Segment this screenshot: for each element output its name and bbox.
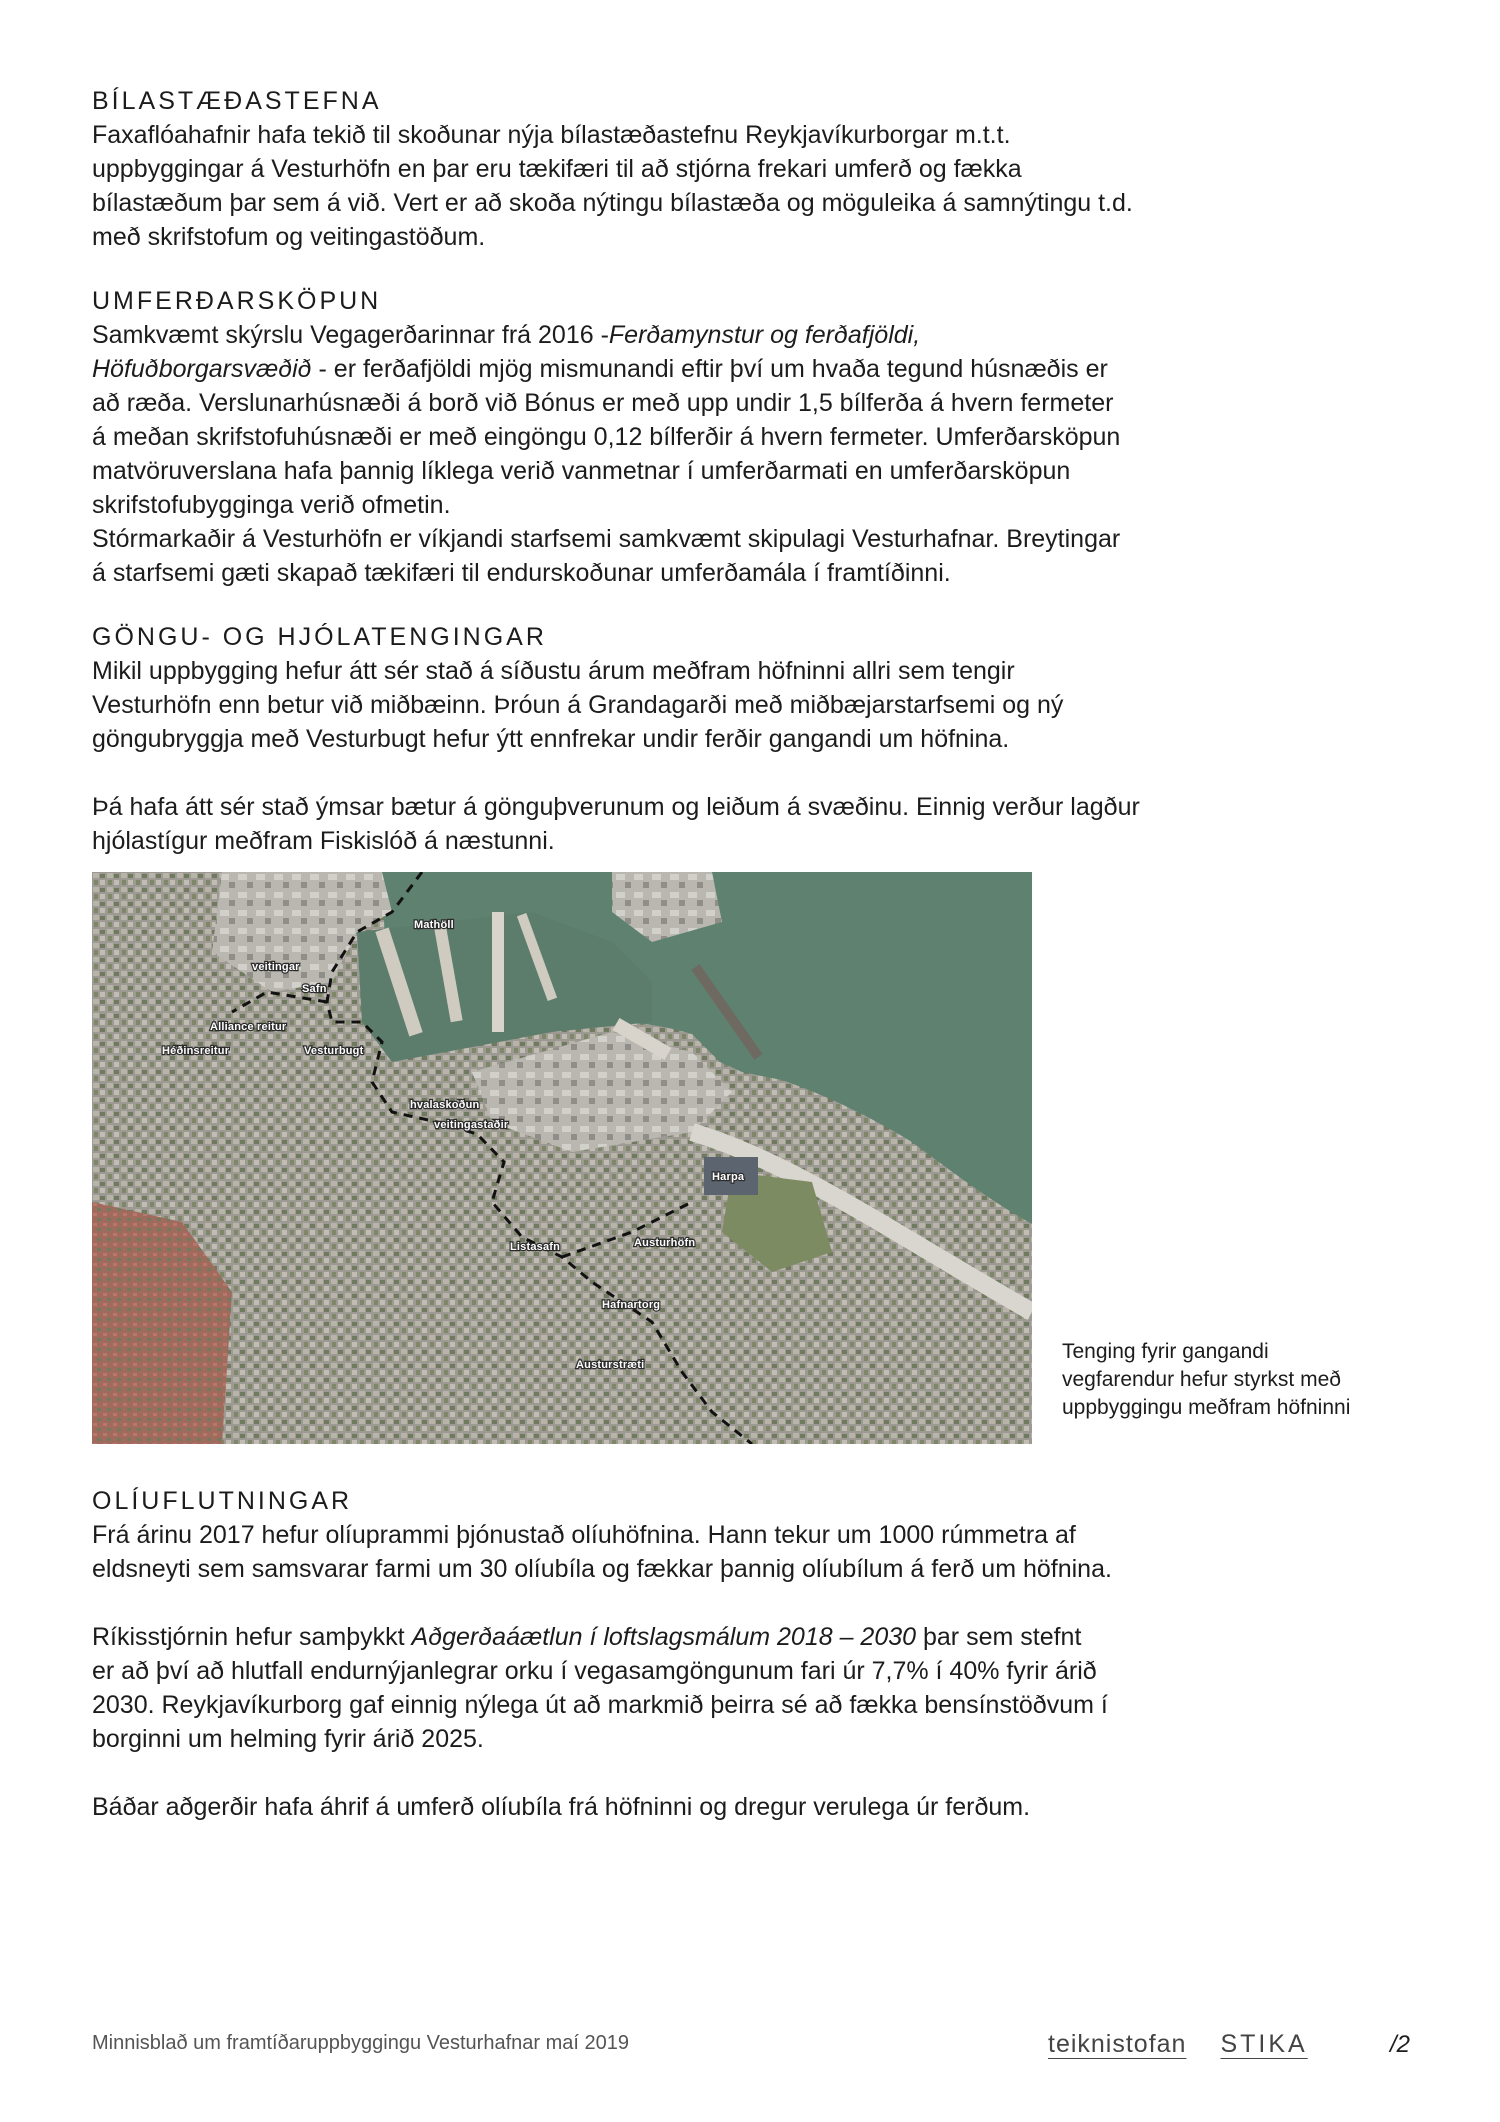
traffic-line-1-prefix: Samkvæmt skýrslu Vegagerðarinnar frá 2016 - xyxy=(92,321,609,349)
map-label-veitingastadir: veitingastaðir xyxy=(434,1119,509,1131)
brand-teiknistofan: teiknistofan xyxy=(1048,2030,1187,2058)
walking-line-5: hjólastígur meðfram Fiskislóð á næstunni. xyxy=(92,827,555,855)
map-label-vesturbugt: Vesturbugt xyxy=(304,1045,364,1057)
climate-plan-title: Aðgerðaáætlun í loftslagsmálum 2018 – 2030 xyxy=(411,1623,917,1651)
map-label-harpa: Harpa xyxy=(712,1171,745,1183)
map-label-hafnartorg: Hafnartorg xyxy=(602,1299,661,1311)
oil-line-3-suffix: þar sem stefnt xyxy=(916,1623,1082,1651)
map-label-matholl: Mathöll xyxy=(414,919,454,931)
walking-line-4: Þá hafa átt sér stað ýmsar bætur á gönguþverunum og leiðum á svæðinu. Einnig verður lagður xyxy=(92,793,1140,821)
heading-traffic: UMFERÐARSKÖPUN xyxy=(92,287,382,315)
traffic-line-7: Stórmarkaðir á Vesturhöfn er víkjandi starfsemi samkvæmt skipulagi Vesturhafnar. Breytingar xyxy=(92,525,1121,553)
caption-line-2: vegfarendur hefur styrkst með xyxy=(1062,1368,1341,1391)
traffic-line-2-rest: - er ferðafjöldi mjög mismunandi eftir því um hvaða tegund húsnæðis er xyxy=(311,355,1108,383)
map-caption xyxy=(1062,1338,1442,1422)
traffic-line-1 xyxy=(92,318,1272,352)
oil-line-3-prefix: Ríkisstjórnin hefur samþykkt xyxy=(92,1623,412,1651)
walking-line-2: Vesturhöfn enn betur við miðbæinn. Þróun á Grandagarði með miðbæjarstarfsemi og ný xyxy=(92,691,1064,719)
page-number: /2 xyxy=(1390,2031,1411,2058)
brand-stika: STIKA xyxy=(1220,2030,1308,2058)
section-traffic xyxy=(92,284,1272,590)
section-walking xyxy=(92,620,1272,858)
traffic-report-region: Höfuðborgarsvæðið xyxy=(92,355,312,383)
parking-line-2: uppbyggingar á Vesturhöfn en þar eru tækifæri til að stjórna frekari umferð og fækka xyxy=(92,155,1022,183)
footer-brand xyxy=(1048,2030,1308,2059)
oil-line-4: er að því að hlutfall endurnýjanlegrar orku í vegasamgöngunum fari úr 7,7% í 40% fyrir árið xyxy=(92,1657,1097,1685)
parking-line-3: bílastæðum þar sem á við. Vert er að skoða nýtingu bílastæða og möguleika á samnýtingu t.d. xyxy=(92,189,1133,217)
map-label-hvala: hvalaskoðun xyxy=(410,1099,480,1111)
traffic-line-5: matvöruverslana hafa þannig líklega verið vanmetnar í umferðarmati en umferðarsköpun xyxy=(92,457,1071,485)
map-label-austurstraeti: Austurstræti xyxy=(576,1359,645,1371)
oil-line-3 xyxy=(92,1620,1272,1654)
map-label-alliance: Alliance reitur xyxy=(210,1021,287,1033)
harbour-aerial-map xyxy=(92,872,1032,1444)
walking-line-3: göngubryggja með Vesturbugt hefur ýtt ennfrekar undir ferðir gangandi um höfnina. xyxy=(92,725,1010,753)
oil-line-7: Báðar aðgerðir hafa áhrif á umferð olíubíla frá höfninni og dregur verulega úr ferðum. xyxy=(92,1793,1031,1821)
map-label-austurhofn: Austurhöfn xyxy=(634,1237,696,1249)
oil-line-1: Frá árinu 2017 hefur olíuprammi þjónustað olíuhöfnina. Hann tekur um 1000 rúmmetra af xyxy=(92,1521,1076,1549)
heading-walking: GÖNGU- OG HJÓLATENGINGAR xyxy=(92,623,547,651)
oil-line-5: 2030. Reykjavíkurborg gaf einnig nýlega út að markmið þeirra sé að fækka bensínstöðvum í xyxy=(92,1691,1108,1719)
traffic-line-8: á starfsemi gæti skapað tækifæri til endurskoðunar umferðamála í framtíðinni. xyxy=(92,559,951,587)
footer-title: Minnisblað um framtíðaruppbyggingu Vesturhafnar maí 2019 xyxy=(92,2032,629,2054)
map-label-safn: Safn xyxy=(302,983,327,995)
traffic-report-title: Ferðamynstur og ferðafjöldi, xyxy=(608,321,921,349)
map-label-hedins: Héðinsreitur xyxy=(162,1045,230,1057)
map-svg xyxy=(92,872,1032,1444)
traffic-line-4: á meðan skrifstofuhúsnæði er með eingöngu 0,12 bílferðir á hvern fermeter. Umferðarsköpun xyxy=(92,423,1121,451)
section-oil xyxy=(92,1484,1272,1824)
pier-3 xyxy=(492,912,504,1032)
caption-line-1: Tenging fyrir gangandi xyxy=(1062,1340,1269,1363)
section-parking xyxy=(92,84,1272,254)
heading-parking: BÍLASTÆÐASTEFNA xyxy=(92,87,382,115)
map-label-veitingar: veitingar xyxy=(252,961,300,973)
parking-line-1: Faxaflóahafnir hafa tekið til skoðunar nýja bílastæðastefnu Reykjavíkurborgar m.t.t. xyxy=(92,121,1011,149)
heading-oil: OLÍUFLUTNINGAR xyxy=(92,1487,353,1515)
traffic-line-6: skrifstofubygginga verið ofmetin. xyxy=(92,491,451,519)
oil-line-6: borginni um helming fyrir árið 2025. xyxy=(92,1725,484,1753)
traffic-line-3: að ræða. Verslunarhúsnæði á borð við Bónus er með upp undir 1,5 bílferða á hvern fermeter xyxy=(92,389,1114,417)
parking-line-4: með skrifstofum og veitingastöðum. xyxy=(92,223,486,251)
walking-line-1: Mikil uppbygging hefur átt sér stað á síðustu árum meðfram höfninni allri sem tengir xyxy=(92,657,1015,685)
oil-line-2: eldsneyti sem samsvarar farmi um 30 olíubíla og fækkar þannig olíubílum á ferð um höfnina. xyxy=(92,1555,1112,1583)
map-label-listasafn: Listasafn xyxy=(510,1241,561,1253)
traffic-line-2 xyxy=(92,352,1272,386)
caption-line-3: uppbyggingu meðfram höfninni xyxy=(1062,1396,1351,1419)
